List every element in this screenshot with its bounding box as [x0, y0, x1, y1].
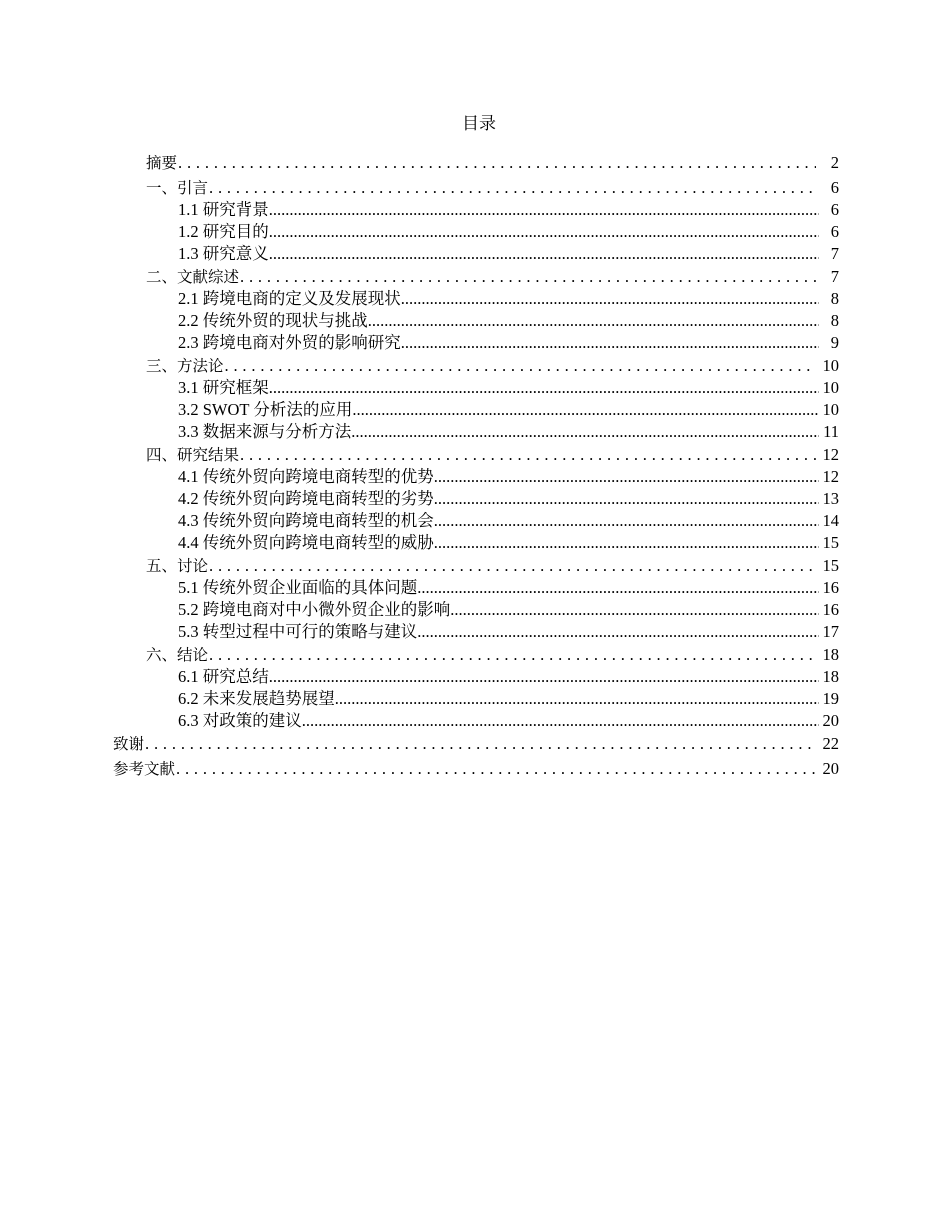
- toc-dot-leader: [417, 577, 819, 599]
- toc-entry-page-number: 16: [822, 600, 839, 619]
- toc-entry[interactable]: [178, 199, 839, 221]
- toc-dot-leader: [434, 488, 819, 510]
- toc-entry-page-number: 8: [830, 311, 839, 330]
- toc-entry[interactable]: [178, 332, 839, 354]
- toc-entry[interactable]: [178, 599, 839, 621]
- toc-entry-page-number: 15: [822, 556, 839, 575]
- toc-dot-leader: [401, 288, 819, 310]
- toc-dot-leader: [434, 532, 819, 554]
- toc-dot-leader: [209, 644, 816, 666]
- toc-entry[interactable]: [178, 221, 839, 243]
- toc-entry[interactable]: [178, 688, 839, 710]
- toc-entry-page-number: 9: [830, 333, 839, 352]
- toc-entry[interactable]: [178, 666, 839, 688]
- toc-entry-label: 1.3 研究意义: [178, 244, 269, 263]
- toc-entry[interactable]: [113, 733, 839, 755]
- toc-entry-label: 3.1 研究框架: [178, 378, 269, 397]
- toc-dot-leader: [401, 332, 819, 354]
- toc-entry-page-number: 22: [822, 734, 839, 753]
- toc-entry-label: 4.3 传统外贸向跨境电商转型的机会: [178, 511, 434, 530]
- toc-entry-label: 四、研究结果: [146, 446, 240, 464]
- toc-entry[interactable]: [178, 399, 839, 421]
- toc-dot-leader: [351, 421, 819, 443]
- toc-entry-label: 6.3 对政策的建议: [178, 711, 302, 730]
- toc-entry-label: 摘要: [146, 154, 178, 172]
- toc-dot-leader: [450, 599, 819, 621]
- toc-dot-leader: [335, 688, 819, 710]
- toc-entry[interactable]: [178, 710, 839, 732]
- toc-entry[interactable]: [178, 488, 839, 510]
- toc-entry[interactable]: [178, 532, 839, 554]
- toc-dot-leader: [269, 243, 819, 265]
- toc-entry[interactable]: [146, 152, 839, 174]
- toc-entry-label: 2.2 传统外贸的现状与挑战: [178, 311, 368, 330]
- toc-entry-page-number: 6: [830, 222, 839, 241]
- toc-entry-label: 六、结论: [146, 646, 209, 664]
- toc-dot-leader: [225, 355, 816, 377]
- toc-entry-page-number: 18: [822, 667, 839, 686]
- toc-entry-label: 5.2 跨境电商对中小微外贸企业的影响: [178, 600, 451, 619]
- toc-entry-page-number: 19: [822, 689, 839, 708]
- toc-entry-label: 五、讨论: [146, 557, 209, 575]
- toc-entry-page-number: 20: [822, 759, 839, 778]
- toc-entry[interactable]: [178, 621, 839, 643]
- toc-entry-label: 3.3 数据来源与分析方法: [178, 422, 352, 441]
- toc-dot-leader: [240, 444, 816, 466]
- toc-entry-label: 4.2 传统外贸向跨境电商转型的劣势: [178, 489, 434, 508]
- toc-dot-leader: [209, 177, 816, 199]
- toc-entry[interactable]: [178, 288, 839, 310]
- toc-entry-page-number: 7: [830, 244, 839, 263]
- toc-entry-page-number: 8: [830, 289, 839, 308]
- toc-entry-page-number: 10: [822, 378, 839, 397]
- toc-title: 目录: [462, 114, 496, 133]
- toc-entry-label: 一、引言: [146, 179, 209, 197]
- toc-entry[interactable]: [146, 177, 839, 199]
- toc-entry-label: 1.2 研究目的: [178, 222, 269, 241]
- toc-entry-page-number: 17: [822, 622, 839, 641]
- toc-entry-page-number: 16: [822, 578, 839, 597]
- toc-entry[interactable]: [113, 758, 839, 780]
- toc-entry-page-number: 14: [822, 511, 839, 530]
- toc-dot-leader: [240, 266, 816, 288]
- toc-entry-label: 6.2 未来发展趋势展望: [178, 689, 335, 708]
- toc-entry-label: 2.3 跨境电商对外贸的影响研究: [178, 333, 401, 352]
- toc-entry-page-number: 10: [822, 400, 839, 419]
- toc-entry[interactable]: [146, 355, 839, 377]
- toc-dot-leader: [145, 733, 816, 755]
- toc-entry-label: 参考文献: [113, 760, 176, 778]
- toc-entry[interactable]: [178, 421, 839, 443]
- toc-dot-leader: [269, 377, 819, 399]
- toc-entry[interactable]: [178, 510, 839, 532]
- toc-entry[interactable]: [178, 310, 839, 332]
- toc-entry-label: 三、方法论: [146, 357, 224, 375]
- toc-entry-label: 3.2 SWOT 分析法的应用: [178, 400, 353, 419]
- toc-dot-leader: [176, 758, 816, 780]
- toc-entry[interactable]: [146, 444, 839, 466]
- toc-entry-label: 2.1 跨境电商的定义及发展现状: [178, 289, 401, 308]
- toc-entry-label: 4.1 传统外贸向跨境电商转型的优势: [178, 467, 434, 486]
- toc-entry[interactable]: [178, 577, 839, 599]
- toc-entry-page-number: 20: [822, 711, 839, 730]
- toc-dot-leader: [434, 510, 819, 532]
- toc-entry[interactable]: [146, 266, 839, 288]
- toc-entry-page-number: 12: [822, 445, 839, 464]
- toc-dot-leader: [209, 555, 816, 577]
- toc-entry-page-number: 2: [830, 153, 839, 172]
- toc-dot-leader: [302, 710, 819, 732]
- toc-dot-leader: [269, 199, 819, 221]
- toc-dot-leader: [434, 466, 819, 488]
- toc-entry-label: 4.4 传统外贸向跨境电商转型的威胁: [178, 533, 434, 552]
- toc-entry-label: 1.1 研究背景: [178, 200, 269, 219]
- toc-entry[interactable]: [178, 243, 839, 265]
- toc-entry[interactable]: [146, 644, 839, 666]
- toc-entry-page-number: 6: [830, 200, 839, 219]
- toc-dot-leader: [417, 621, 819, 643]
- toc-entry-page-number: 7: [830, 267, 839, 286]
- toc-dot-leader: [178, 152, 816, 174]
- toc-dot-leader: [269, 666, 819, 688]
- toc-entry[interactable]: [146, 555, 839, 577]
- toc-entry-label: 5.3 转型过程中可行的策略与建议: [178, 622, 418, 641]
- toc-entry-page-number: 10: [822, 356, 839, 375]
- toc-dot-leader: [269, 221, 819, 243]
- toc-entry[interactable]: [178, 377, 839, 399]
- toc-dot-leader: [368, 310, 819, 332]
- toc-entry-page-number: 15: [822, 533, 839, 552]
- toc-dot-leader: [352, 399, 819, 421]
- toc-entry-page-number: 18: [822, 645, 839, 664]
- toc-entry-page-number: 11: [823, 422, 839, 441]
- toc-entry-label: 5.1 传统外贸企业面临的具体问题: [178, 578, 418, 597]
- toc-entry-label: 6.1 研究总结: [178, 667, 269, 686]
- toc-entry-page-number: 6: [830, 178, 839, 197]
- toc-entry-label: 致谢: [113, 735, 145, 753]
- toc-entry-page-number: 12: [822, 467, 839, 486]
- toc-entry-page-number: 13: [822, 489, 839, 508]
- toc-entry[interactable]: [178, 466, 839, 488]
- toc-entry-label: 二、文献综述: [146, 268, 240, 286]
